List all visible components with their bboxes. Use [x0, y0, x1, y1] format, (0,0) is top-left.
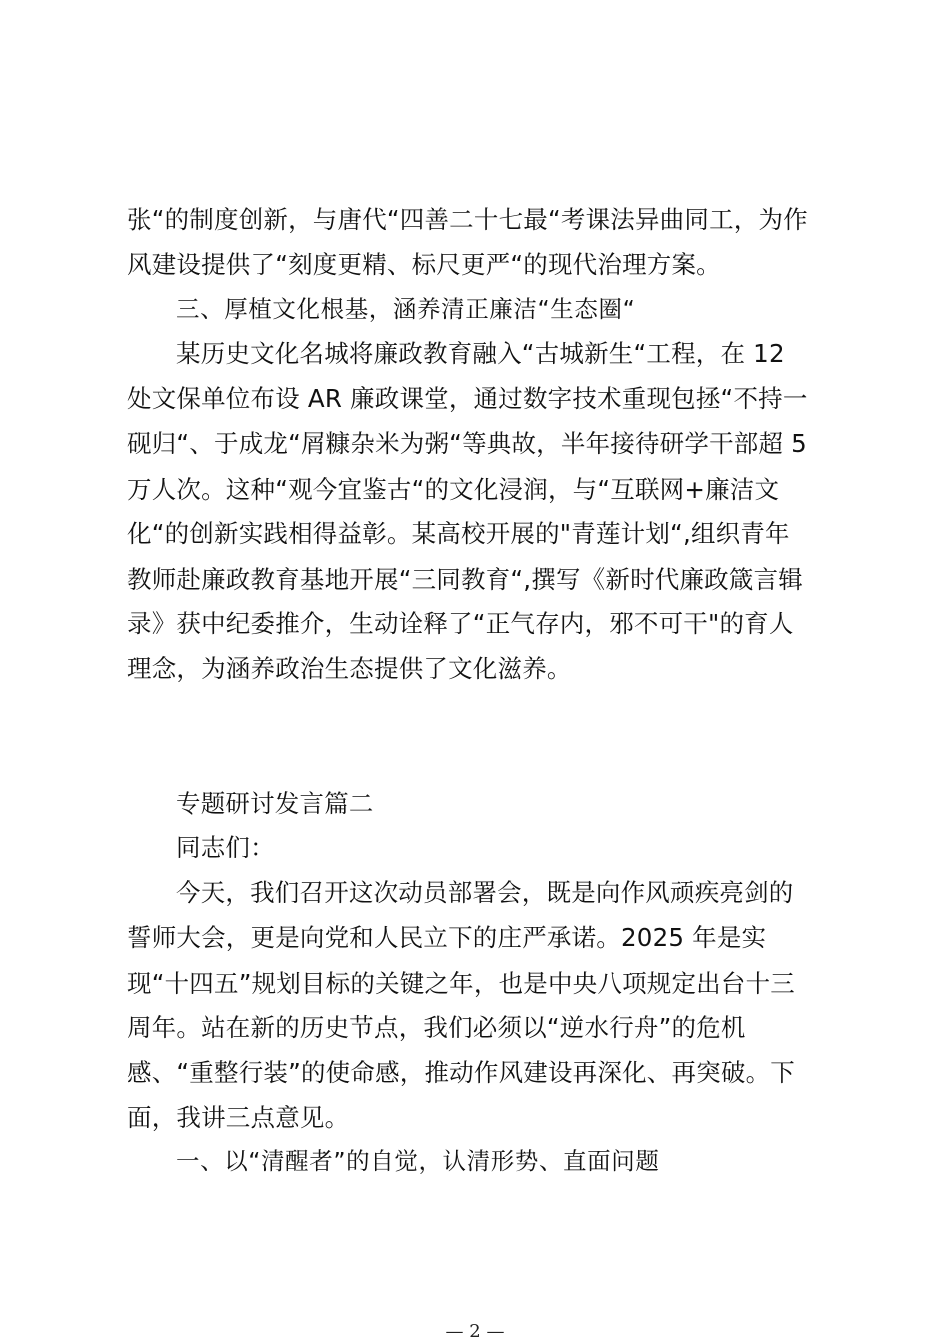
body-line: 张“的制度创新，与唐代“四善二十七最“考课法异曲同工，为作: [127, 204, 808, 234]
body-line: 理念，为涵养政治生态提供了文化滋养。: [127, 653, 572, 683]
body-line: 现“十四五”规划目标的关键之年，也是中央八项规定出台十三: [127, 968, 795, 998]
body-line: 砚归“、于成龙“屑糠杂米为粥“等典故，半年接待研学干部超 5: [127, 428, 807, 458]
body-line: 面，我讲三点意见。: [127, 1102, 350, 1132]
body-line: 教师赴廉政教育基地开展“三同教育“,撰写《新时代廉政箴言辑: [127, 564, 803, 594]
paragraph-first-line: 某历史文化名城将廉政教育融入“古城新生“工程，在 12: [176, 338, 785, 368]
body-line: 感、“重整行装”的使命感，推动作风建设再深化、再突破。下: [127, 1057, 795, 1087]
paragraph-first-line: 今天，我们召开这次动员部署会，既是向作风顽疾亮剑的: [176, 877, 794, 907]
body-line: 录》获中纪委推介，生动诠释了“正气存内，邪不可干"的育人: [127, 608, 794, 638]
section-heading: 三、厚植文化根基，涵养清正廉洁“生态圈“: [176, 294, 636, 323]
article-title: 专题研讨发言篇二: [176, 788, 374, 818]
page-number: — 2 —: [445, 1321, 505, 1342]
body-line: 周年。站在新的历史节点，我们必须以“逆水行舟”的危机: [127, 1012, 746, 1042]
salutation: 同志们：: [176, 832, 275, 862]
body-line: 风建设提供了“刻度更精、标尺更严“的现代治理方案。: [127, 249, 721, 279]
body-line: 誓师大会，更是向党和人民立下的庄严承诺。2025 年是实: [127, 922, 767, 952]
body-line: 化“的创新实践相得益彰。某高校开展的"青莲计划“,组织青年: [127, 518, 790, 548]
body-line: 万人次。这种“观今宜鉴古“的文化浸润，与“互联网+廉洁文: [127, 474, 780, 504]
body-line: 处文保单位布设 AR 廉政课堂，通过数字技术重现包拯“不持一: [127, 383, 808, 413]
section-heading: 一、以“清醒者”的自觉，认清形势、直面问题: [176, 1146, 660, 1175]
